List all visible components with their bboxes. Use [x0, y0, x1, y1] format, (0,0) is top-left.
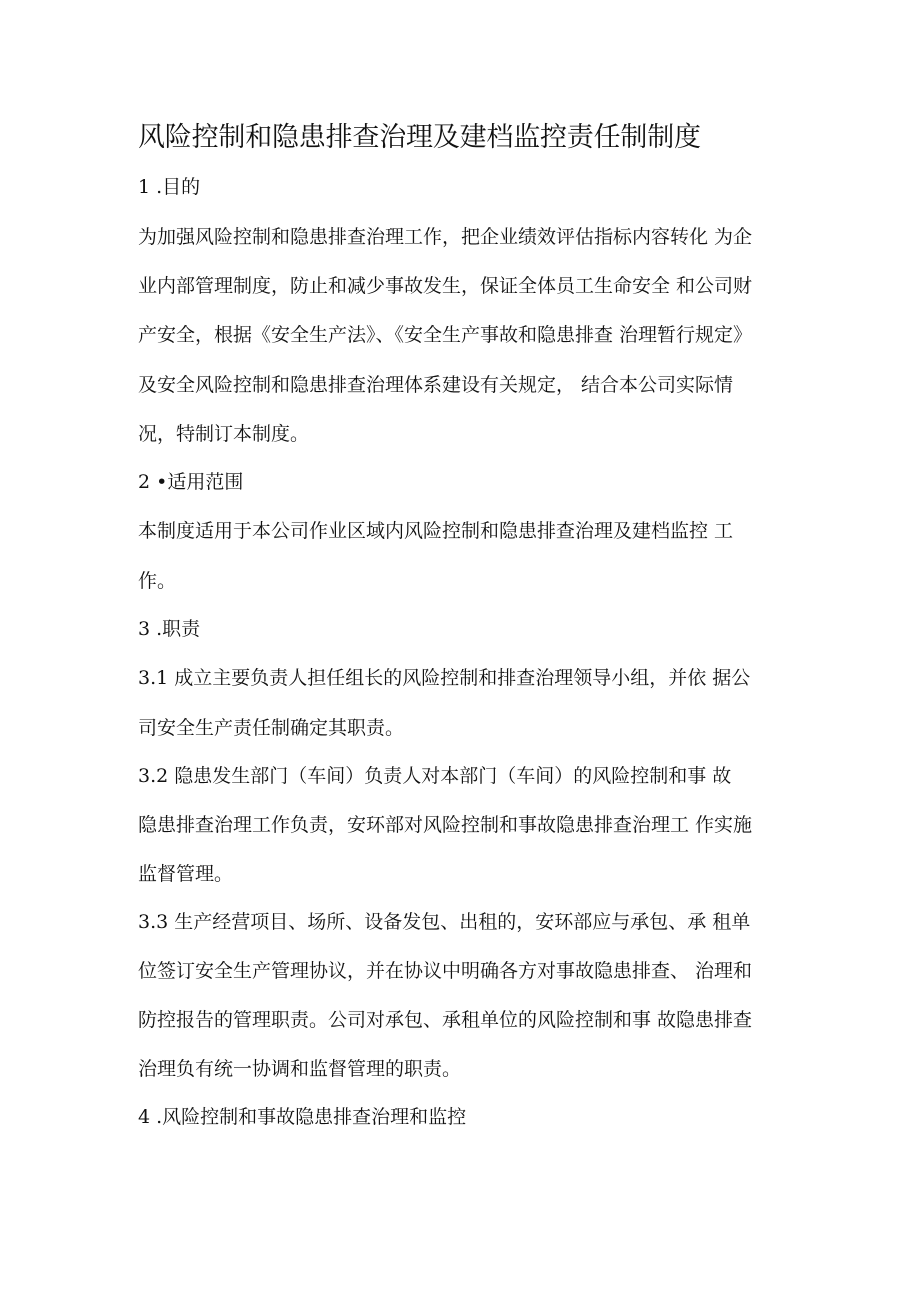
paragraph-line: 作。	[138, 570, 177, 592]
paragraph-line: 为加强风险控制和隐患排查治理工作，把企业绩效评估指标内容转化 为企	[138, 226, 753, 248]
section-heading-purpose: 1 .目的	[138, 176, 201, 198]
paragraph-line: 防控报告的管理职责。公司对承包、承租单位的风险控制和事 故隐患排查	[138, 1009, 753, 1031]
paragraph-line: 3.1 成立主要负责人担任组长的风险控制和排查治理领导小组，并依 据公	[138, 667, 751, 689]
paragraph-line: 及安全风险控制和隐患排查治理体系建设有关规定， 结合本公司实际情	[138, 374, 734, 396]
paragraph-line: 隐患排查治理工作负责，安环部对风险控制和事故隐患排查治理工 作实施	[138, 814, 753, 836]
paragraph-line: 产安全，根据《安全生产法》、《安全生产事故和隐患排查 治理暂行规定》	[138, 324, 753, 346]
paragraph-line: 3.3 生产经营项目、场所、设备发包、出租的，安环部应与承包、承 租单	[138, 911, 751, 933]
paragraph-line: 本制度适用于本公司作业区域内风险控制和隐患排查治理及建档监控 工	[138, 520, 734, 542]
section-heading-risk-control: 4 .风险控制和事故隐患排查治理和监控	[138, 1106, 467, 1128]
paragraph-line: 司安全生产责任制确定其职责。	[138, 717, 405, 739]
paragraph-line: 3.2 隐患发生部门（车间）负责人对本部门（车间）的风险控制和事 故	[138, 765, 732, 787]
paragraph-line: 治理负有统一协调和监督管理的职责。	[138, 1058, 462, 1080]
section-heading-scope: 2 •适用范围	[138, 471, 244, 493]
document-title: 风险控制和隐患排查治理及建档监控责任制制度	[138, 122, 701, 153]
paragraph-line: 位签订安全生产管理协议，并在协议中明确各方对事故隐患排查、 治理和	[138, 960, 753, 982]
paragraph-line: 监督管理。	[138, 863, 234, 885]
section-heading-responsibilities: 3 .职责	[138, 618, 201, 640]
paragraph-line: 况，特制订本制度。	[138, 423, 310, 445]
paragraph-line: 业内部管理制度，防止和减少事故发生，保证全体员工生命安全 和公司财	[138, 275, 753, 297]
